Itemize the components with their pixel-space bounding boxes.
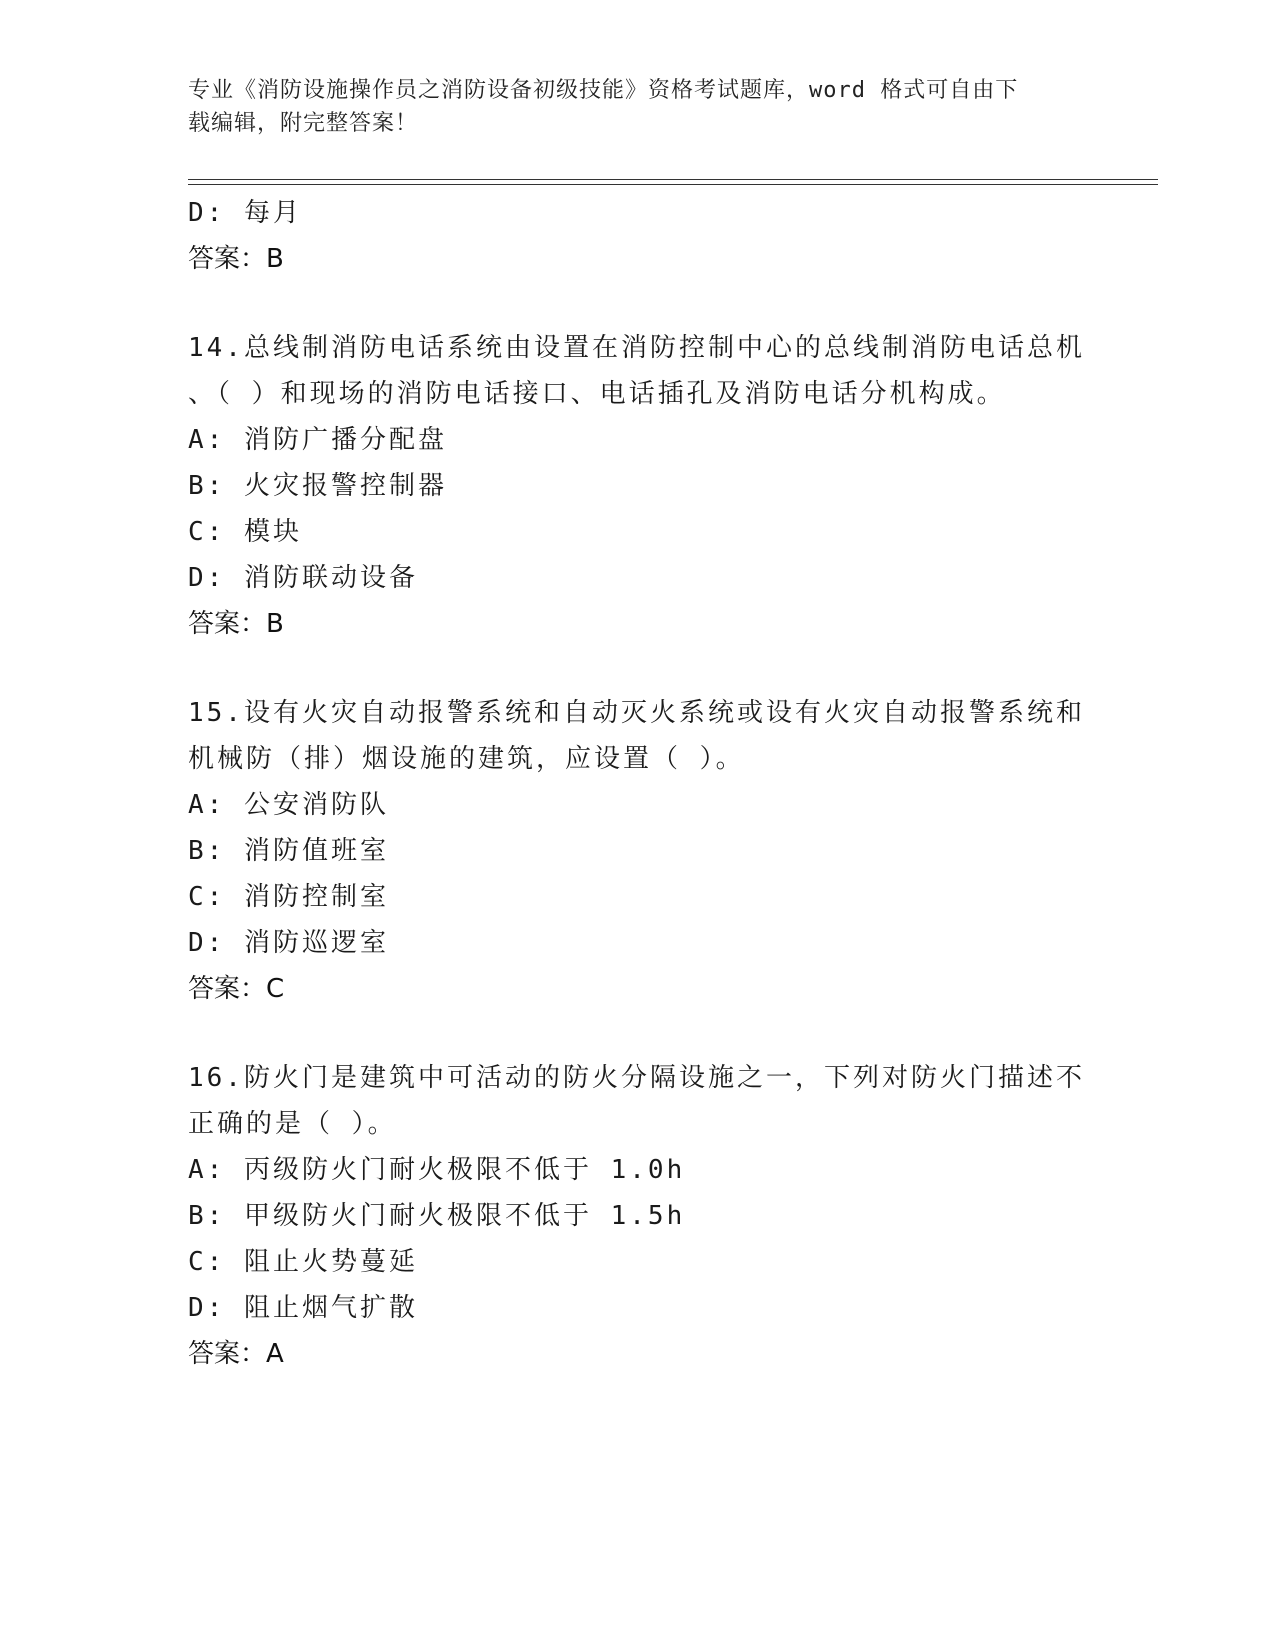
question-stem-line-2: 正确的是（ ）。 [188, 1109, 397, 1139]
option-b: B: 消防值班室 [188, 836, 389, 866]
question-16 [188, 1055, 1088, 1377]
option-c: C: 阻止火势蔓延 [188, 1247, 418, 1277]
option-a: A: 公安消防队 [188, 790, 389, 820]
option-d: D: 消防联动设备 [188, 563, 418, 593]
previous-question-tail [188, 190, 1088, 282]
option-c: C: 消防控制室 [188, 882, 389, 912]
document-content [188, 190, 1088, 1377]
option-d: D: 每月 [188, 198, 302, 228]
question-stem-line-1: 14.总线制消防电话系统由设置在消防控制中心的总线制消防电话总机 [188, 333, 1085, 363]
answer-line: 答案：C [188, 974, 285, 1004]
answer-line: 答案：B [188, 609, 284, 639]
header-rule-top [188, 179, 1158, 180]
header-line-1: 专业《消防设施操作员之消防设备初级技能》资格考试题库，word 格式可自由下 [188, 78, 1019, 103]
option-a: A: 丙级防火门耐火极限不低于 1.0h [188, 1155, 686, 1185]
option-b: B: 甲级防火门耐火极限不低于 1.5h [188, 1201, 686, 1231]
question-15 [188, 690, 1088, 1012]
option-d: D: 消防巡逻室 [188, 928, 389, 958]
document-header [188, 74, 1088, 140]
answer-line: 答案：B [188, 244, 284, 274]
option-a: A: 消防广播分配盘 [188, 425, 447, 455]
header-rule-bottom [188, 184, 1158, 185]
option-b: B: 火灾报警控制器 [188, 471, 447, 501]
question-stem-line-1: 16.防火门是建筑中可活动的防火分隔设施之一，下列对防火门描述不 [188, 1063, 1085, 1093]
option-c: C: 模块 [188, 517, 302, 547]
question-stem-line-2: 机械防（排）烟设施的建筑，应设置（ ）。 [188, 744, 745, 774]
header-line-2: 载编辑，附完整答案！ [188, 111, 419, 136]
question-14 [188, 325, 1088, 647]
answer-line: 答案：A [188, 1339, 284, 1369]
question-stem-line-2: 、（ ）和现场的消防电话接口、电话插孔及消防电话分机构成。 [188, 379, 1006, 409]
option-d: D: 阻止烟气扩散 [188, 1293, 418, 1323]
question-stem-line-1: 15.设有火灾自动报警系统和自动灭火系统或设有火灾自动报警系统和 [188, 698, 1085, 728]
